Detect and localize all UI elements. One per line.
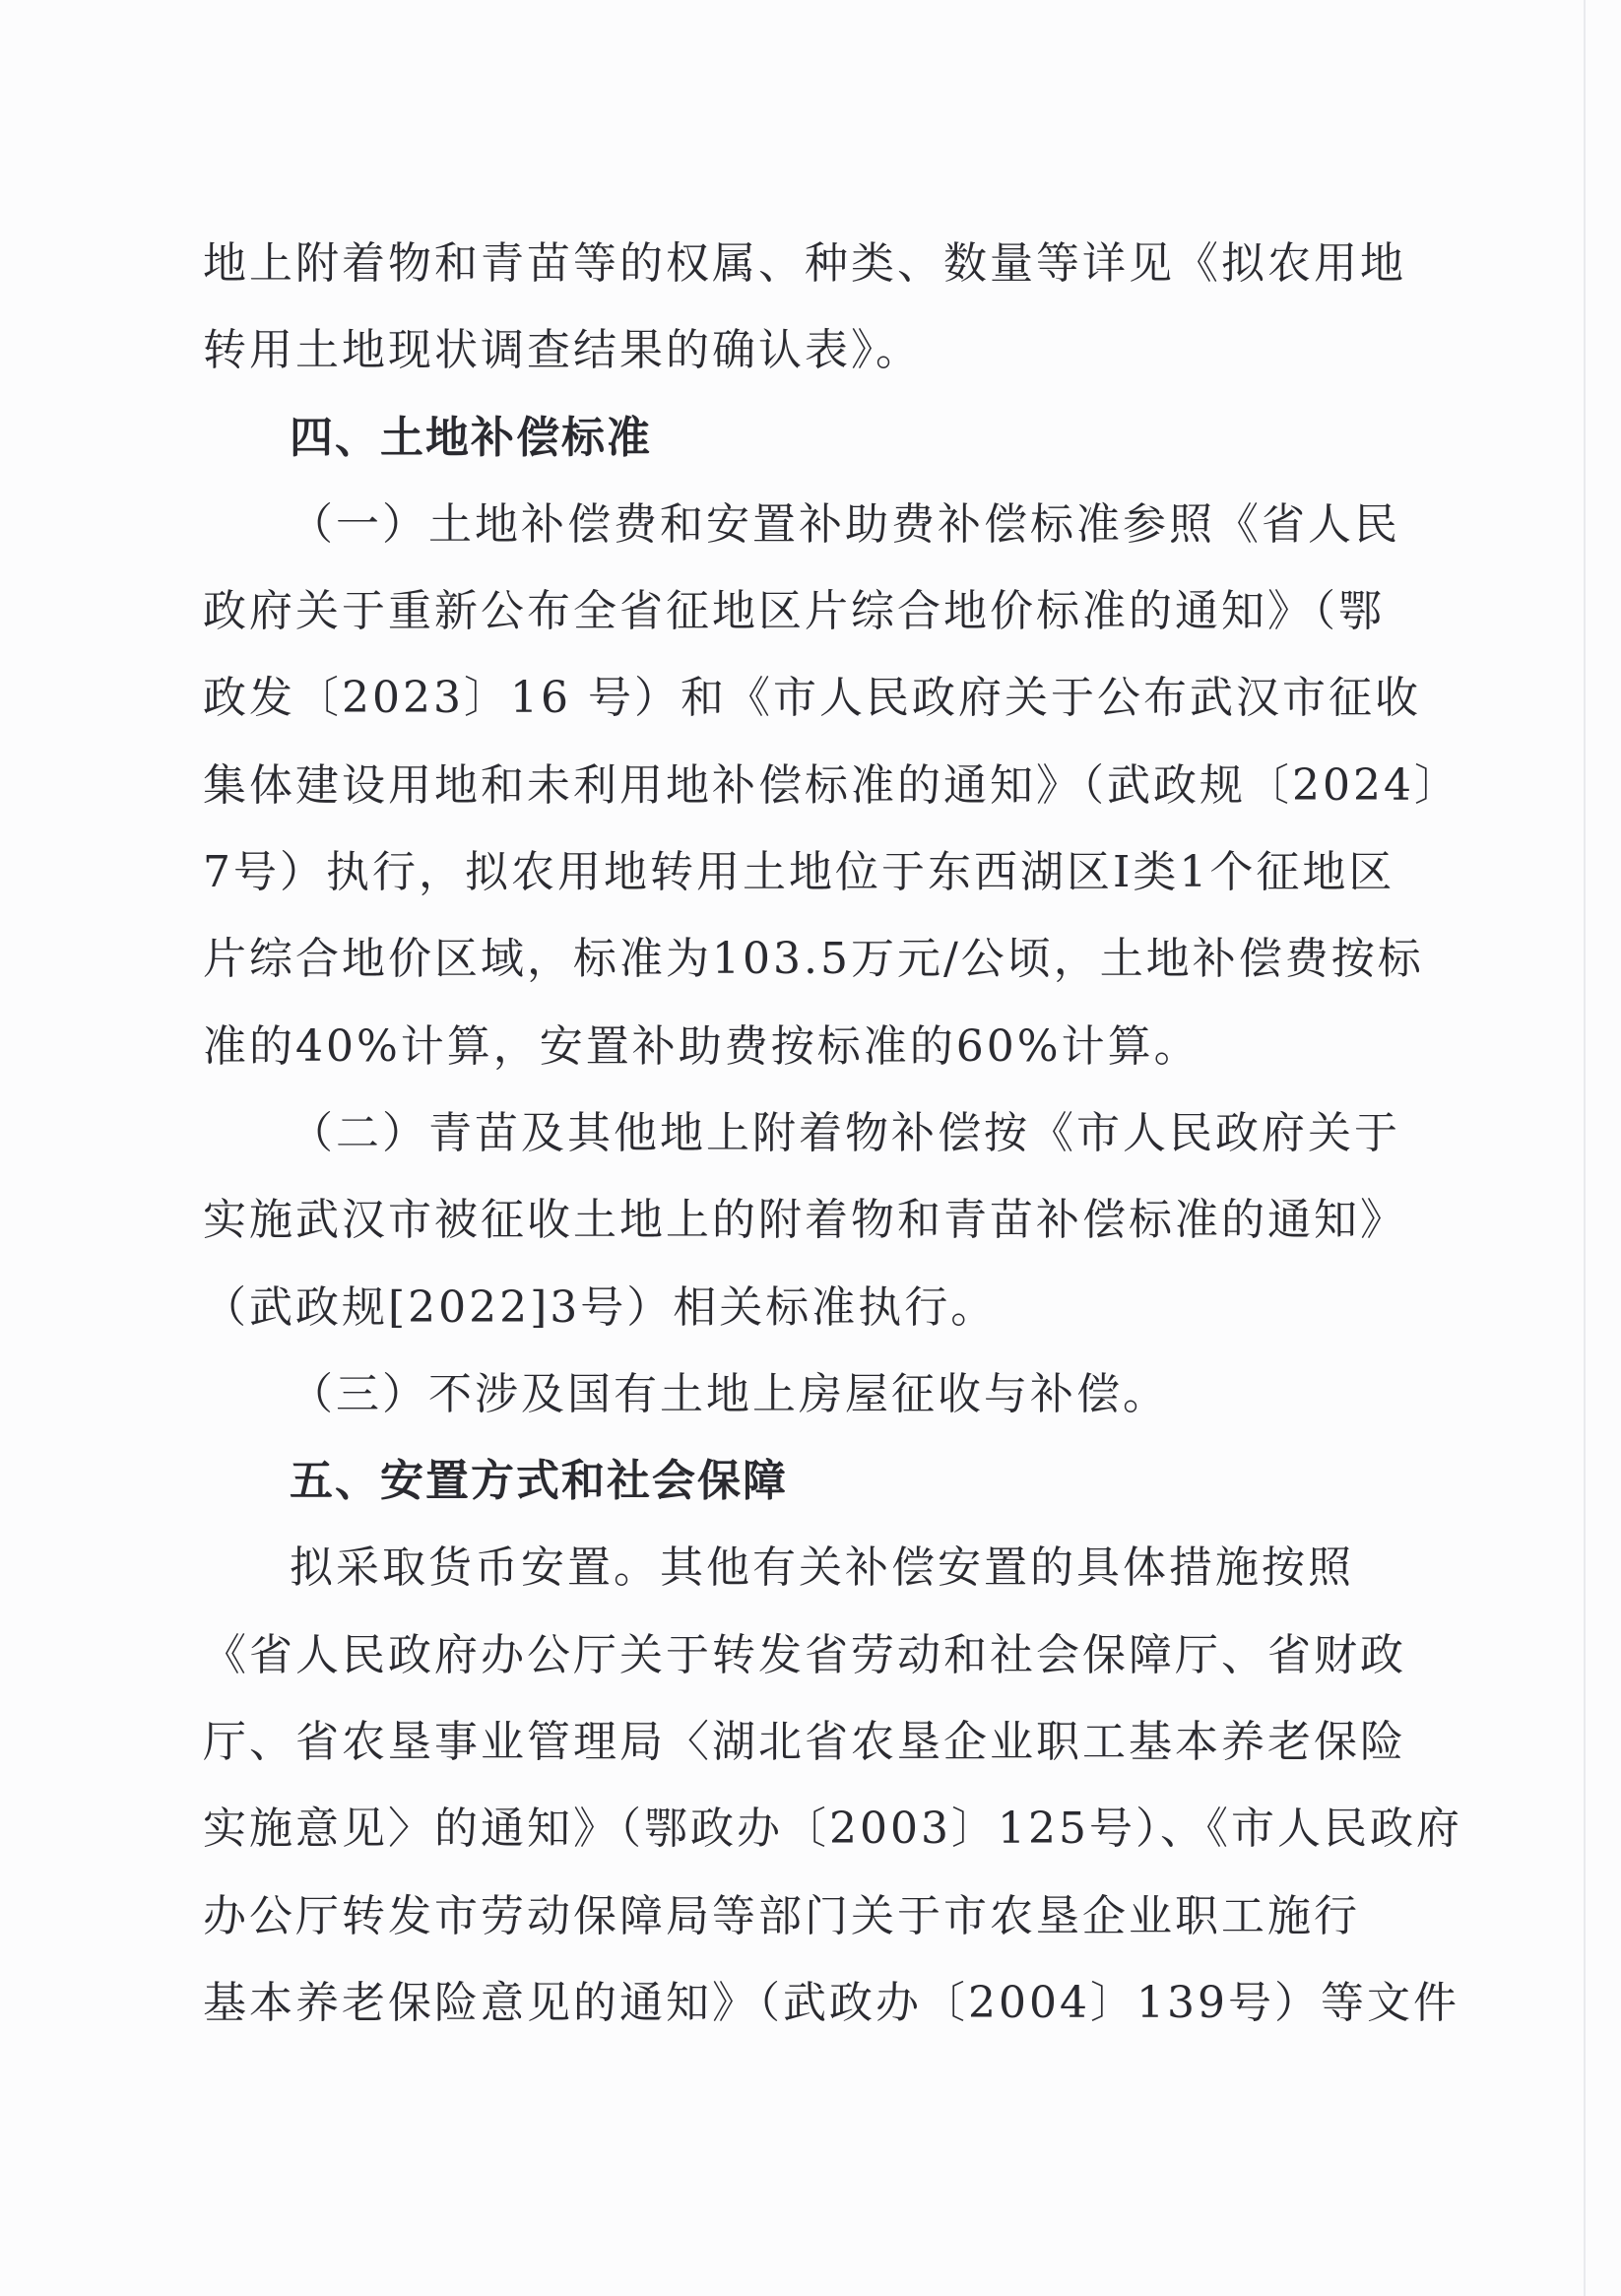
text-line: 实施武汉市被征收土地上的附着物和青苗补偿标准的通知》 bbox=[203, 1195, 1406, 1246]
text-line: 基本养老保险意见的通知》（武政办〔2004〕139号）等文件 bbox=[203, 1977, 1459, 2028]
section-heading: 四、土地补偿标准 bbox=[290, 412, 652, 463]
text-line: 转用土地现状调查结果的确认表》。 bbox=[203, 325, 922, 376]
scan-edge-line bbox=[1584, 0, 1586, 2296]
text-line: 政发〔2023〕16 号）和《市人民政府关于公布武汉市征收 bbox=[203, 673, 1421, 724]
text-line: 《省人民政府办公厅关于转发省劳动和社会保障厅、省财政 bbox=[203, 1629, 1406, 1680]
text-line: 实施意见〉的通知》（鄂政办〔2003〕125号）、《市人民政府 bbox=[203, 1804, 1462, 1855]
paragraph-start: 拟采取货币安置。其他有关补偿安置的具体措施按照 bbox=[290, 1542, 1354, 1594]
text-line: 集体建设用地和未利用地补偿标准的通知》（武政规〔2024〕 bbox=[203, 759, 1460, 811]
paragraph-start: （三）不涉及国有土地上房屋征收与补偿。 bbox=[290, 1368, 1169, 1419]
document-body bbox=[203, 221, 1462, 2047]
text-line: 厅、省农垦事业管理局〈湖北省农垦企业职工基本养老保险 bbox=[203, 1717, 1406, 1768]
text-line: 地上附着物和青苗等的权属、种类、数量等详见《拟农用地 bbox=[203, 238, 1406, 289]
text-line: 准的40%计算，安置补助费按标准的60%计算。 bbox=[203, 1020, 1200, 1072]
text-line: 7号）执行，拟农用地转用土地位于东西湖区Ⅰ类1个征地区 bbox=[203, 847, 1395, 898]
paragraph-start: （二）青苗及其他地上附着物补偿按《市人民政府关于 bbox=[290, 1107, 1400, 1158]
text-line: 政府关于重新公布全省征地区片综合地价标准的通知》（鄂 bbox=[203, 586, 1385, 637]
section-heading: 五、安置方式和社会保障 bbox=[290, 1456, 788, 1507]
text-line: 办公厅转发市劳动保障局等部门关于市农垦企业职工施行 bbox=[203, 1890, 1360, 1941]
text-line: （武政规[2022]3号）相关标准执行。 bbox=[203, 1281, 998, 1333]
paragraph-start: （一）土地补偿费和安置补助费补偿标准参照《省人民 bbox=[290, 498, 1400, 550]
text-line: 片综合地价区域，标准为103.5万元/公顷，土地补偿费按标 bbox=[203, 934, 1424, 985]
